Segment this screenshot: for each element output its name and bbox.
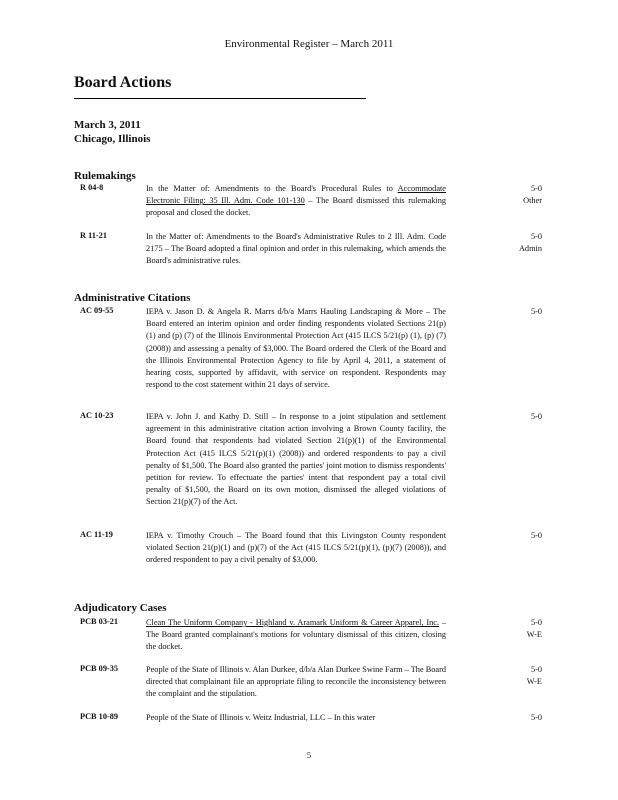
vote-note: W-E: [526, 630, 542, 640]
vote-count: 5-0: [530, 307, 542, 316]
entry-text: [146, 183, 446, 220]
vote-count: 5-0: [530, 232, 542, 241]
section-heading-adjudicatory: Adjudicatory Cases: [74, 602, 167, 614]
vote-count: 5-0: [530, 184, 542, 193]
case-caption: Accommodate Electronic Filing: 35 Ill. Adm. Code 101-130: [146, 184, 446, 206]
vote-count: 5-0: [530, 665, 542, 674]
page-header: Environmental Register – March 2011: [224, 38, 394, 50]
entry-text-post: – The Board granted complainant's motions for voluntary dismissal of this citizen, closing the docket.: [146, 618, 446, 652]
docket-id: AC 11-19: [80, 530, 113, 539]
vote-count: 5-0: [530, 618, 542, 627]
vote: [452, 664, 542, 688]
vote-note: W-E: [526, 677, 542, 687]
docket-id: PCB 09-35: [80, 664, 119, 673]
entry-text-pre: In the Matter of: Amendments to the Board's Procedural Rules to: [146, 184, 398, 193]
entry-text: In the Matter of: Amendments to the Board's Administrative Rules to 2 Ill. Adm. Code 2175 – The Board adopted a final opinion and order in this rulemaking, which amends the Board's administrative rules.: [146, 232, 446, 266]
docket-id: AC 10-23: [80, 411, 114, 420]
section-heading-rulemakings: Rulemakings: [74, 170, 136, 182]
page-title: Board Actions: [74, 74, 172, 91]
vote: [452, 617, 542, 641]
entry-text-post: – The Board dismissed this rulemaking proposal and closed the docket.: [146, 196, 447, 218]
docket-id: R 04-8: [80, 183, 104, 192]
entry-text: People of the State of Illinois v. Alan Durkee, d/b/a Alan Durkee Swine Farm – The Board directed that complainant file an appropriate filing to reconcile the inconsistency between the complaint and the stipulation.: [146, 665, 446, 699]
docket-id: AC 09-55: [80, 306, 114, 315]
vote-note: Admin: [518, 244, 542, 254]
meeting-date: March 3, 2011: [74, 119, 141, 131]
case-caption: Clean The Uniform Company - Highland v. Aramark Uniform & Career Apparel, Inc.: [146, 618, 440, 627]
entry-text: IEPA v. John J. and Kathy D. Still – In response to a joint stipulation and settlement agreement in this administrative citation action involving a Brown County facility, the Board found that respondents had violated Section 21(p)(1) of the Environmental Protection Act (415 ILCS 5/21(p)(1) (2008)) and ordered respondents to pay a civil penalty of $1,500. The Board also granted the parties' joint motion to dismiss respondents' petition for review. To effectuate the parties' intent that respondent pay a total civil penalty of $1,500, the Board on its own motion, dismissed the alleged violations of Section 21(p)(7) of the Act.: [146, 412, 446, 507]
vote: [452, 183, 542, 207]
page-number: 5: [306, 750, 312, 760]
vote-count: 5-0: [530, 412, 542, 421]
meeting-info: [74, 118, 150, 146]
title-divider: [74, 98, 366, 99]
docket-id: R 11-21: [80, 231, 107, 240]
entry-text: IEPA v. Jason D. & Angela R. Marrs d/b/a Marrs Hauling Landscaping & More – The Board entered an interim opinion and order finding respondents violated Sections 21(p) (1) and (p) (7) of the Illinois Environmental Protection Act (415 ILCS 5/21(p) (1), (p) (7) (2008)) and assessing a penalty of $3,000. The Board ordered the Clerk of the Board and the Illinois Environmental Protection Agency to file by April 4, 2011, a statement of hearing costs, supported by affidavit, with service on respondent. Respondents may respond to the cost statement within 21 days of service.: [146, 307, 446, 390]
meeting-place: Chicago, Illinois: [74, 133, 151, 145]
vote-note: Other: [523, 196, 542, 206]
entry-text: People of the State of Illinois v. Weitz Industrial, LLC – In this water: [146, 713, 376, 722]
entry-text: [146, 617, 446, 654]
entry-text: IEPA v. Timothy Crouch – The Board found that this Livingston County respondent violated Section 21(p)(1) and (p)(7) of the Act (415 ILCS 5/21(p)(1), (p)(7) (2008)), and ordered respondent to pay a civil penalty of $3,000.: [146, 531, 446, 565]
vote: [452, 231, 542, 255]
docket-id: PCB 10-89: [80, 712, 119, 721]
section-heading-citations: Administrative Citations: [74, 292, 191, 304]
vote-count: 5-0: [530, 531, 542, 540]
vote-count: 5-0: [530, 713, 542, 722]
docket-id: PCB 03-21: [80, 617, 119, 626]
